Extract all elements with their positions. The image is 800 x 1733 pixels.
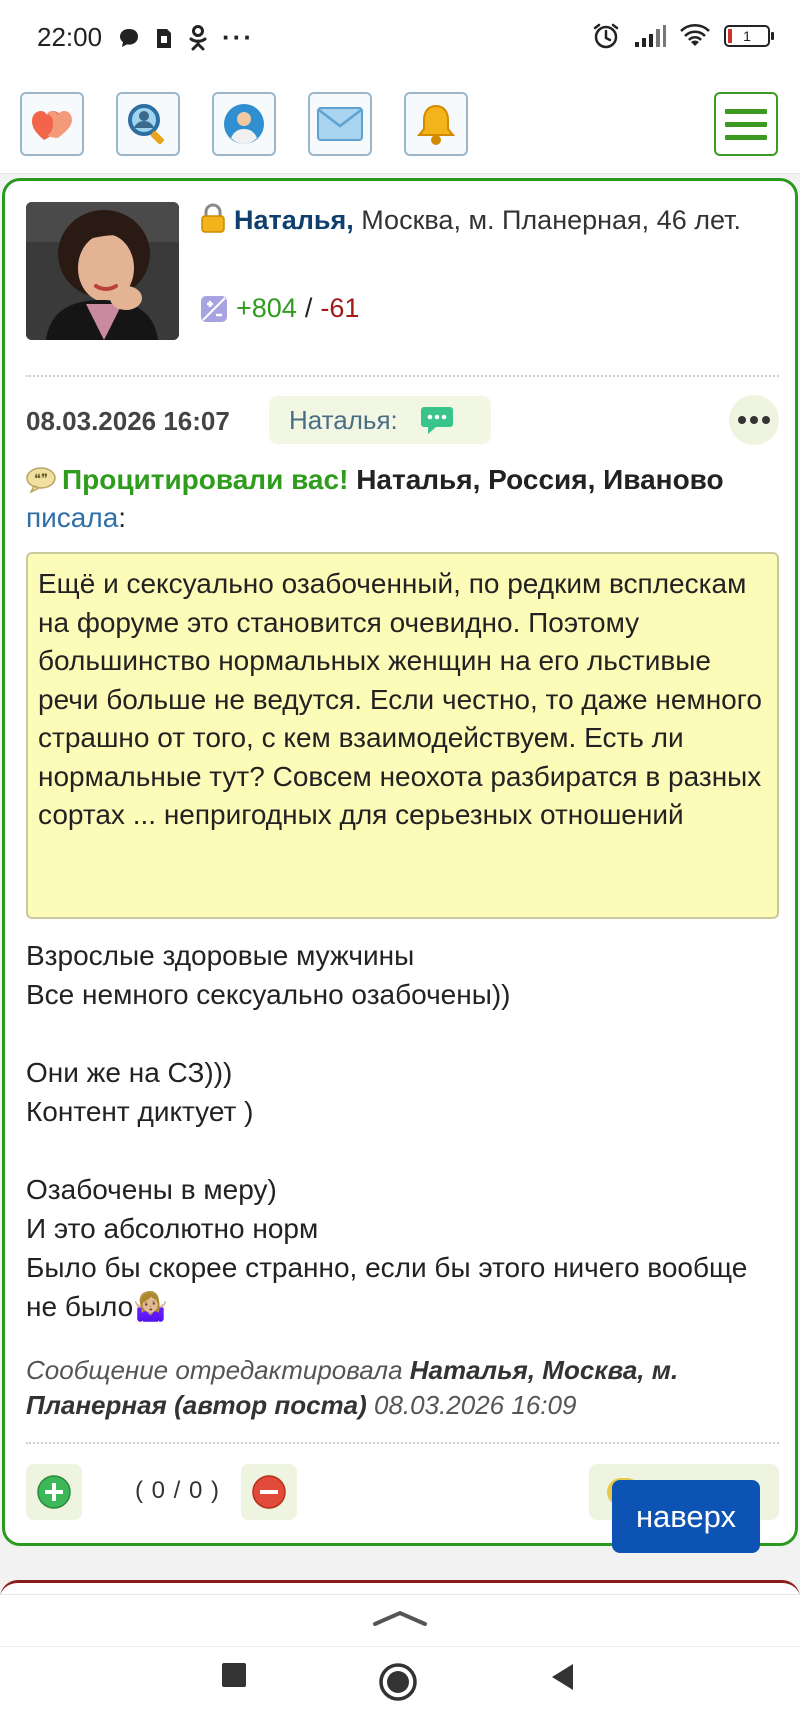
more-options-button[interactable] (729, 395, 779, 445)
more-dot (738, 416, 746, 424)
rating-plus: +804 (236, 293, 297, 323)
status-time: 22:00 (37, 22, 103, 52)
author-avatar[interactable] (26, 202, 179, 340)
bottom-divider (0, 1594, 800, 1595)
vote-up-button[interactable] (26, 1464, 82, 1520)
rating-separator: / (304, 293, 313, 323)
chat-bubble-icon (118, 27, 140, 49)
rating-minus: -61 (320, 293, 360, 323)
back-button[interactable] (549, 1662, 575, 1692)
nav-mail-button[interactable] (308, 92, 372, 156)
top-nav-bar (0, 74, 800, 174)
more-dot (750, 416, 758, 424)
author-location: Москва, м. Планерная, 46 лет. (353, 205, 741, 235)
quote-bubble-icon (26, 467, 56, 493)
wifi-icon (680, 24, 710, 48)
hamburger-line (725, 122, 767, 127)
status-bar (0, 0, 800, 74)
lock-icon (200, 203, 226, 233)
nav-hearts-button[interactable] (20, 92, 84, 156)
plus-circle-icon (36, 1474, 72, 1510)
alarm-icon (592, 22, 620, 50)
post-card (2, 178, 798, 1546)
hamburger-menu-button[interactable] (714, 92, 778, 156)
author-rating (200, 293, 359, 324)
divider (26, 1442, 779, 1444)
user-icon (222, 102, 266, 146)
bottom-divider (0, 1646, 800, 1647)
status-more-indicator: ··· (222, 22, 254, 52)
nav-notifications-button[interactable] (404, 92, 468, 156)
edited-by: Наталья, Москва, м. Планерная (автор поста) (26, 1355, 679, 1420)
chevron-up-icon[interactable] (373, 1608, 427, 1628)
nav-profile-button[interactable] (212, 92, 276, 156)
square-icon (221, 1662, 247, 1688)
avatar-photo (26, 202, 179, 340)
quote-author-button[interactable] (269, 396, 491, 444)
scroll-top-button[interactable]: наверх (612, 1480, 760, 1553)
post-body: Взрослые здоровые мужчины Все немного сексуально озабочены)) Они же на СЗ))) Контент диктует ) Озабочены в меру) И это абсолютно норм Было бы скорее странно, если бы этого ничего вообще не было🤷🏼‍♀️ (26, 940, 748, 1322)
bell-icon (416, 102, 456, 146)
more-dot (762, 416, 770, 424)
signal-icon (634, 24, 666, 48)
wrote-link[interactable]: писала (26, 502, 119, 533)
plus-minus-icon (200, 295, 228, 323)
quote-author-label: Наталья: (289, 404, 398, 435)
nav-search-button[interactable] (116, 92, 180, 156)
system-nav-bar (0, 1594, 800, 1733)
home-button[interactable] (378, 1662, 418, 1702)
post-date: 08.03.2026 16:07 (26, 406, 230, 436)
edited-date: 08.03.2026 16:09 (366, 1390, 577, 1420)
hearts-icon (30, 104, 74, 144)
vote-down-button[interactable] (241, 1464, 297, 1520)
battery-icon (724, 25, 770, 47)
battery-level: 1 (743, 28, 751, 44)
quote-header (26, 461, 776, 537)
vote-count: ( 0 / 0 ) (135, 1477, 221, 1504)
status-right-icons (592, 22, 770, 50)
circle-home-icon (378, 1662, 418, 1702)
edited-prefix: Сообщение отредактировала (26, 1355, 410, 1385)
hamburger-menu-icon (725, 109, 767, 114)
minus-circle-icon (251, 1474, 287, 1510)
quote-text: Ещё и сексуально озабоченный, по редким всплескам на форуме это становится очевидно. Поэтому большинство нормальных женщин на его льстивые речи больше не ведутся. Если честно, то даже немного страшно от того, с кем взаимодействуем. Есть ли нормальные тут? Совсем неохота разбиратся в разных сортах ... непригодных для серьезных отношений (26, 552, 779, 919)
svg-text:❝❞: ❝❞ (34, 472, 48, 487)
quoted-author: Наталья, Россия, Иваново (356, 464, 724, 495)
search-profile-icon (126, 102, 170, 146)
author-info (200, 203, 760, 237)
author-name-link[interactable]: Наталья, (234, 205, 354, 235)
status-left-icons (118, 22, 254, 53)
triangle-back-icon (549, 1662, 575, 1692)
odnoklassniki-icon (188, 25, 208, 51)
divider (26, 375, 779, 377)
comment-icon (420, 405, 454, 435)
quoted-you-label: Процитировали вас! (62, 464, 349, 495)
mail-icon (317, 107, 363, 141)
sim-card-icon (154, 26, 174, 50)
edited-note (26, 1353, 766, 1423)
hamburger-line (725, 135, 767, 140)
recent-apps-button[interactable] (221, 1662, 247, 1688)
quote-header-colon: : (118, 502, 127, 533)
